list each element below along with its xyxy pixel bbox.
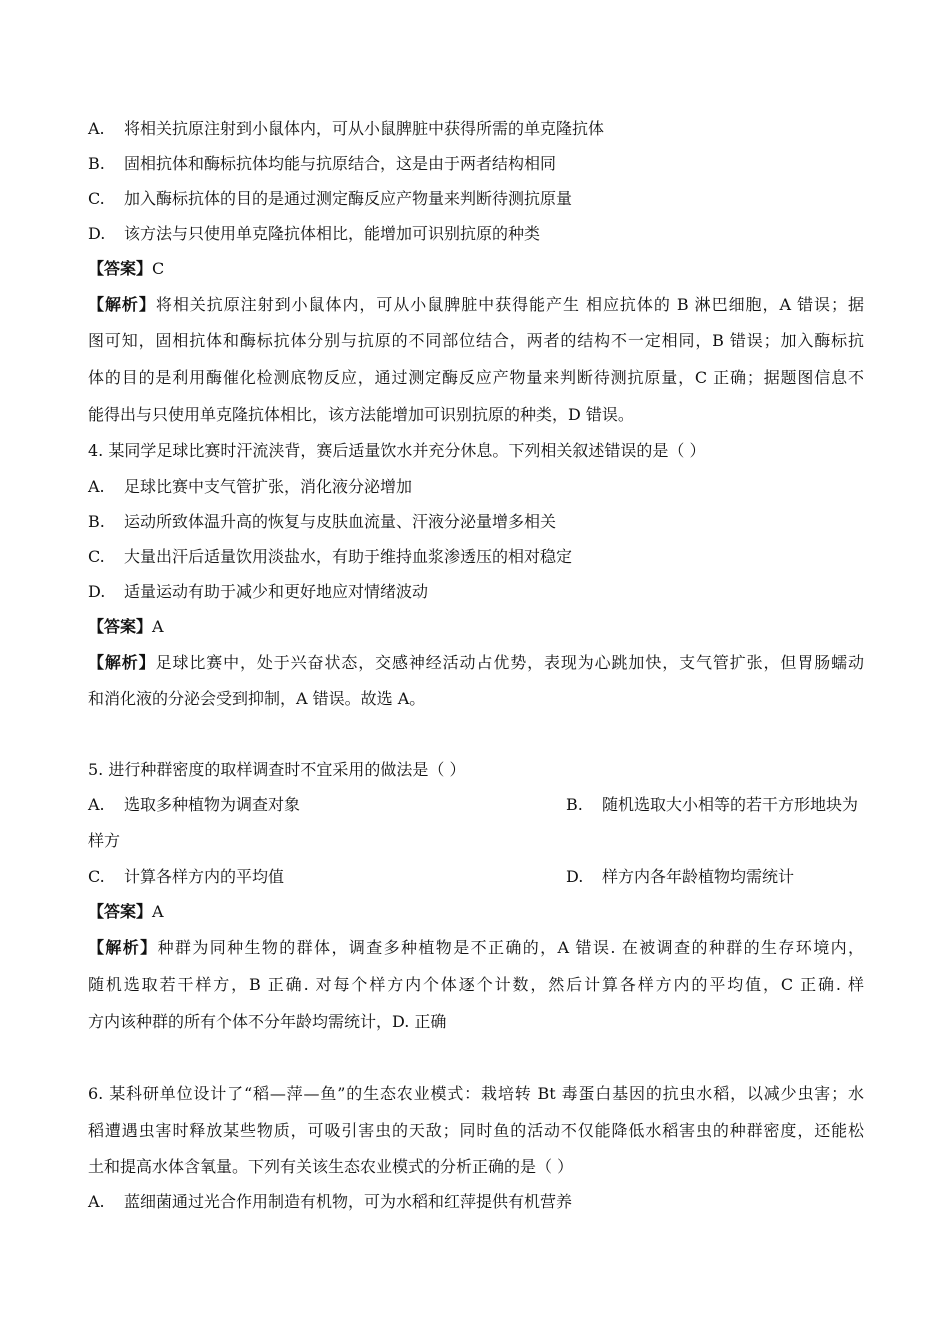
option-text: 固相抗体和酶标抗体均能与抗原结合，这是由于两者结构相同 <box>124 154 557 173</box>
analysis-text: 种群为同种生物的群体，调查多种植物是不正确的，A 错误. 在被调查的种群的生存环境内， <box>157 938 864 957</box>
answer-value: C <box>152 259 165 278</box>
option-text: 随机选取大小相等的若干方形地块为 <box>602 795 859 814</box>
answer-value: A <box>152 617 164 636</box>
q3-analysis-line-4: 能得出与只使用单克隆抗体相比，该方法能增加可识别抗原的种类，D 错误。 <box>88 405 634 424</box>
option-text: 大量出汗后适量饮用淡盐水，有助于维持血浆渗透压的相对稳定 <box>124 547 573 566</box>
option-label: B. <box>88 154 105 173</box>
q4-option-c <box>88 546 572 568</box>
q4-stem: 4. 某同学足球比赛时汗流浃背，赛后适量饮水并充分休息。下列相关叙述错误的是（ ） <box>88 441 706 460</box>
q6-stem-line-3: 土和提高水体含氧量。下列有关该生态农业模式的分析正确的是（ ） <box>88 1157 574 1176</box>
answer-tag: 【答案】 <box>88 259 153 278</box>
option-text: 将相关抗原注射到小鼠体内，可从小鼠脾脏中获得所需的单克隆抗体 <box>124 119 605 138</box>
option-text: 蓝细菌通过光合作用制造有机物，可为水稻和红萍提供有机营养 <box>124 1192 573 1211</box>
option-label: D. <box>566 867 584 886</box>
option-text: 适量运动有助于减少和更好地应对情绪波动 <box>124 582 429 601</box>
option-label: C. <box>88 867 105 886</box>
q4-option-a <box>88 476 412 498</box>
option-text: 计算各样方内的平均值 <box>124 867 285 886</box>
q5-analysis-line-3: 方内该种群的所有个体不分年龄均需统计，D. 正确 <box>88 1012 447 1031</box>
option-label: A. <box>88 795 105 814</box>
q4-analysis-line-1 <box>88 652 864 674</box>
analysis-tag: 【解析】 <box>88 295 156 314</box>
option-text: 运动所致体温升高的恢复与皮肤血流量、汗液分泌量增多相关 <box>124 512 557 531</box>
option-label: A. <box>88 1192 105 1211</box>
q5-analysis-line-1 <box>88 937 864 959</box>
q5-option-c <box>88 866 284 888</box>
q3-analysis-line-1 <box>88 294 864 316</box>
option-label: C. <box>88 189 105 208</box>
q3-analysis-line-3: 体的目的是利用酶催化检测底物反应，通过测定酶反应产物量来判断待测抗原量，C 正确；据题图信息不 <box>88 368 864 387</box>
q5-answer <box>88 901 164 923</box>
q6-stem-line-2: 稻遭遇虫害时释放某些物质，可吸引害虫的天敌；同时鱼的活动不仅能降低水稻害虫的种群密度，还能松 <box>88 1121 864 1140</box>
analysis-tag: 【解析】 <box>88 938 158 957</box>
q4-option-d <box>88 581 428 603</box>
q3-option-a <box>88 118 604 140</box>
q4-option-b <box>88 511 556 533</box>
q3-option-c <box>88 188 572 210</box>
q4-answer <box>88 616 164 638</box>
q5-option-a <box>88 794 300 816</box>
q3-answer <box>88 258 164 280</box>
option-text: 该方法与只使用单克隆抗体相比，能增加可识别抗原的种类 <box>124 224 541 243</box>
option-text: 样方内各年龄植物均需统计 <box>602 867 795 886</box>
option-label: D. <box>88 582 106 601</box>
option-label: B. <box>88 512 105 531</box>
q3-analysis-line-2: 图可知，固相抗体和酶标抗体分别与抗原的不同部位结合，两者的结构不一定相同，B 错误；加入酶标抗 <box>88 331 864 350</box>
option-text: 选取多种植物为调查对象 <box>124 795 301 814</box>
option-label: B. <box>566 795 583 814</box>
q5-option-b-continued: 样方 <box>88 831 121 850</box>
answer-value: A <box>152 902 164 921</box>
q3-option-d <box>88 223 540 245</box>
analysis-text: 将相关抗原注射到小鼠体内，可从小鼠脾脏中获得能产生 相应抗体的 B 淋巴细胞，A 错误；据 <box>155 295 864 314</box>
q4-analysis-line-2: 和消化液的分泌会受到抑制，A 错误。故选 A。 <box>88 689 426 708</box>
q5-option-b <box>566 794 858 816</box>
answer-tag: 【答案】 <box>88 617 153 636</box>
answer-tag: 【答案】 <box>88 902 153 921</box>
q3-option-b <box>88 153 556 175</box>
option-label: D. <box>88 224 106 243</box>
option-label: A. <box>88 119 105 138</box>
q6-stem-line-1: 6. 某科研单位设计了“稻—萍—鱼”的生态农业模式：栽培转 Bt 毒蛋白基因的抗虫水稻，以减少虫害；水 <box>88 1084 864 1103</box>
option-label: A. <box>88 477 105 496</box>
q5-analysis-line-2: 随机选取若干样方，B 正确. 对每个样方内个体逐个计数，然后计算各样方内的平均值，C 正确. 样 <box>88 975 864 994</box>
q6-option-a <box>88 1191 572 1213</box>
option-text: 加入酶标抗体的目的是通过测定酶反应产物量来判断待测抗原量 <box>124 189 573 208</box>
q5-option-d <box>566 866 794 888</box>
analysis-tag: 【解析】 <box>88 653 156 672</box>
option-text: 足球比赛中支气管扩张，消化液分泌增加 <box>124 477 413 496</box>
q5-stem: 5. 进行种群密度的取样调查时不宜采用的做法是（ ） <box>88 760 466 779</box>
analysis-text: 足球比赛中，处于兴奋状态，交感神经活动占优势，表现为心跳加快，支气管扩张，但胃肠蠕动 <box>155 653 864 672</box>
option-label: C. <box>88 547 105 566</box>
